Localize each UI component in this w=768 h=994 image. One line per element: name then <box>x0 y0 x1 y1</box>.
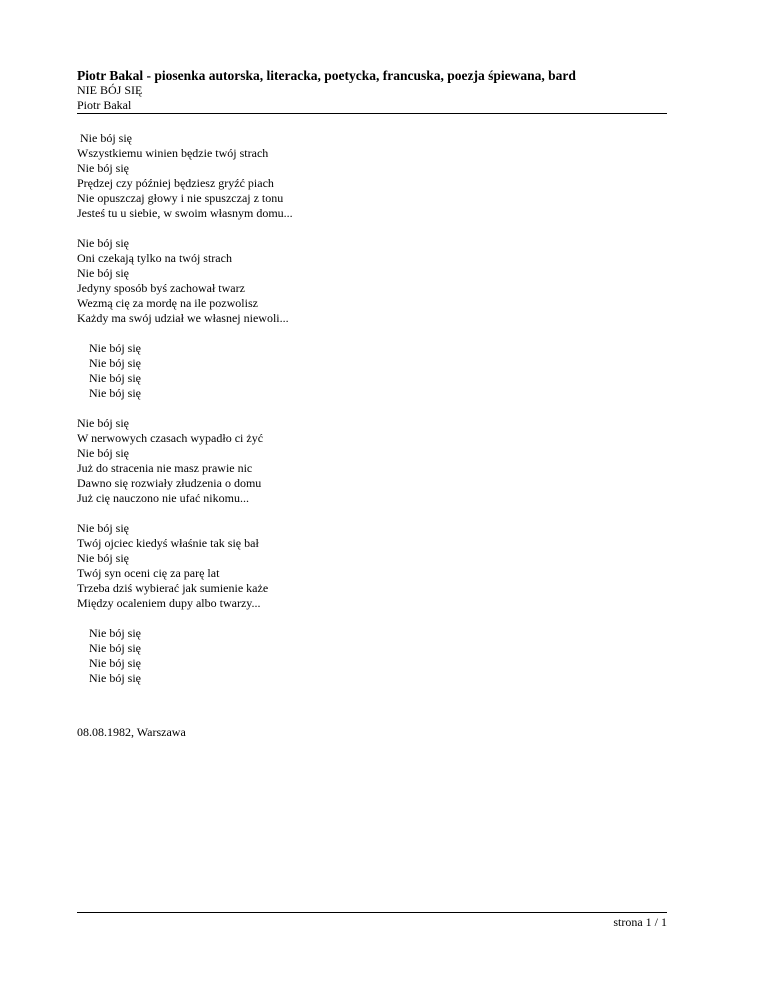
lyric-line: Wezmą cię za mordę na ile pozwolisz <box>77 296 258 310</box>
document-header <box>77 68 667 113</box>
header-divider <box>77 113 667 114</box>
lyric-line: Nie bój się <box>77 416 129 430</box>
chorus-line: Nie bój się <box>89 626 141 640</box>
lyric-line: Nie bój się <box>77 521 129 535</box>
date-place: 08.08.1982, Warszawa <box>77 725 186 739</box>
lyric-line: Jedyny sposób byś zachował twarz <box>77 281 245 295</box>
page-number: strona 1 / 1 <box>613 915 667 929</box>
lyric-line: Prędzej czy później będziesz gryźć piach <box>77 176 274 190</box>
chorus-1 <box>77 341 667 401</box>
song-author: Piotr Bakal <box>77 98 132 112</box>
site-title: Piotr Bakal - piosenka autorska, literacka, poetycka, francuska, poezja śpiewana, bard <box>77 68 576 83</box>
stanza-4 <box>77 521 667 611</box>
chorus-line: Nie bój się <box>89 656 141 670</box>
lyric-line: W nerwowych czasach wypadło ci żyć <box>77 431 264 445</box>
stanza-1 <box>77 131 667 221</box>
lyric-line: Nie opuszczaj głowy i nie spuszczaj z tonu <box>77 191 284 205</box>
lyric-line: Jesteś tu u siebie, w swoim własnym domu... <box>77 206 293 220</box>
lyric-line: Nie bój się <box>77 161 129 175</box>
lyric-line: Twój ojciec kiedyś właśnie tak się bał <box>77 536 259 550</box>
chorus-line: Nie bój się <box>89 341 141 355</box>
lyric-line: Nie bój się <box>77 266 129 280</box>
stanza-2 <box>77 236 667 326</box>
lyric-line: Każdy ma swój udział we własnej niewoli... <box>77 311 289 325</box>
chorus-line: Nie bój się <box>89 371 141 385</box>
lyric-line: Między ocaleniem dupy albo twarzy... <box>77 596 261 610</box>
chorus-line: Nie bój się <box>89 641 141 655</box>
lyric-line: Oni czekają tylko na twój strach <box>77 251 232 265</box>
chorus-2 <box>77 626 667 686</box>
lyric-line: Już do stracenia nie masz prawie nic <box>77 461 253 475</box>
lyrics <box>77 131 667 701</box>
song-title: NIE BÓJ SIĘ <box>77 83 143 97</box>
lyric-line: Wszystkiemu winien będzie twój strach <box>77 146 269 160</box>
chorus-line: Nie bój się <box>89 671 141 685</box>
lyric-line: Dawno się rozwiały złudzenia o domu <box>77 476 262 490</box>
lyric-line: Twój syn oceni cię za parę lat <box>77 566 220 580</box>
stanza-3 <box>77 416 667 506</box>
lyric-line: Nie bój się <box>77 131 132 145</box>
chorus-line: Nie bój się <box>89 386 141 400</box>
footer-divider <box>77 912 667 913</box>
lyric-line: Nie bój się <box>77 551 129 565</box>
lyric-line: Nie bój się <box>77 446 129 460</box>
chorus-line: Nie bój się <box>89 356 141 370</box>
lyric-line: Trzeba dziś wybierać jak sumienie każe <box>77 581 269 595</box>
lyric-line: Już cię nauczono nie ufać nikomu... <box>77 491 249 505</box>
lyric-line: Nie bój się <box>77 236 129 250</box>
